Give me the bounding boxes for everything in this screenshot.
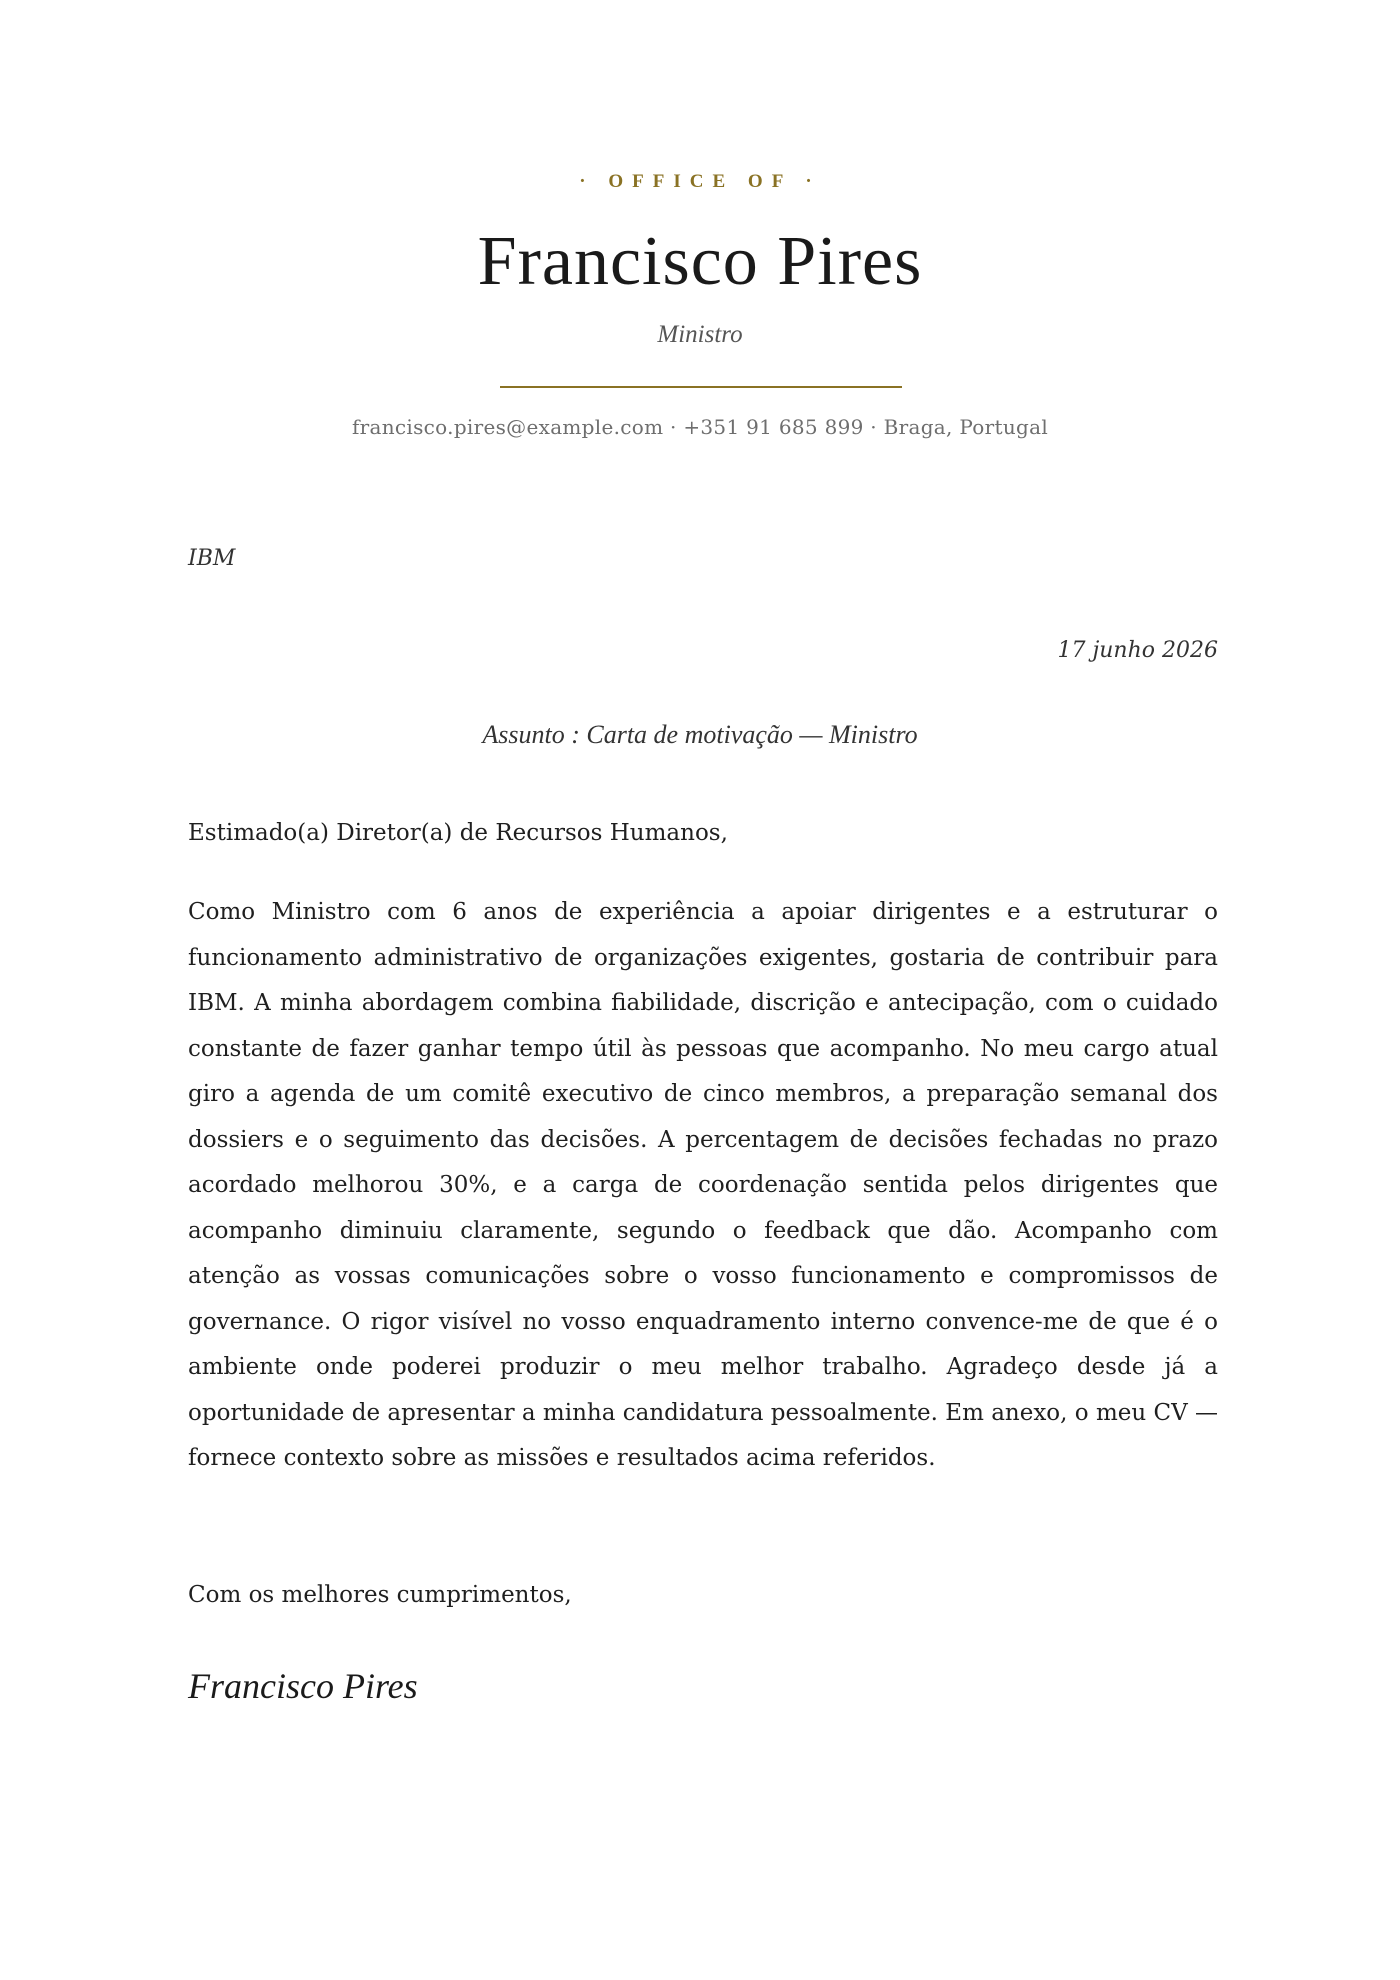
header-divider <box>500 386 902 388</box>
office-of-label: · OFFICE OF · <box>579 171 821 192</box>
letterhead <box>0 170 1400 439</box>
letter-subject: Assunto : Carta de motivação — Ministro <box>482 720 918 749</box>
signature: Francisco Pires <box>188 1666 418 1706</box>
sender-role: Ministro <box>657 321 743 348</box>
salutation: Estimado(a) Diretor(a) de Recursos Humanos, <box>188 820 728 846</box>
sender-contact: francisco.pires@example.com · +351 91 685 899 · Braga, Portugal <box>351 415 1049 439</box>
closing: Com os melhores cumprimentos, <box>188 1582 572 1608</box>
letter-body: Como Ministro com 6 anos de experiência a apoiar dirigentes e a estruturar o funcionamento administrativo de organizações exigentes, gostaria de contribuir para IBM. A minha abordagem combina fiabilidade, discrição e antecipação, com o cuidado constante de fazer ganhar tempo útil às pessoas que acompanho. No meu cargo atual giro a agenda de um comitê executivo de cinco membros, a preparação semanal dos dossiers e o seguimento das decisões. A percentagem de decisões fechadas no prazo acordado melhorou 30%, e a carga de coordenação sentida pelos dirigentes que acompanho diminuiu claramente, segundo o feedback que dão. Acompanho com atenção as vossas comunicações sobre o vosso funcionamento e compromissos de governance. O rigor visível no vosso enquadramento interno convence-me de que é o ambiente onde poderei produzir o meu melhor trabalho. Agradeço desde já a oportunidade de apresentar a minha candidatura pessoalmente. Em anexo, o meu CV — fornece contexto sobre as missões e resultados acima referidos. <box>188 899 1219 1471</box>
letter-date: 17 junho 2026 <box>1057 638 1218 663</box>
recipient-company: IBM <box>188 546 236 571</box>
sender-name: Francisco Pires <box>477 223 923 300</box>
